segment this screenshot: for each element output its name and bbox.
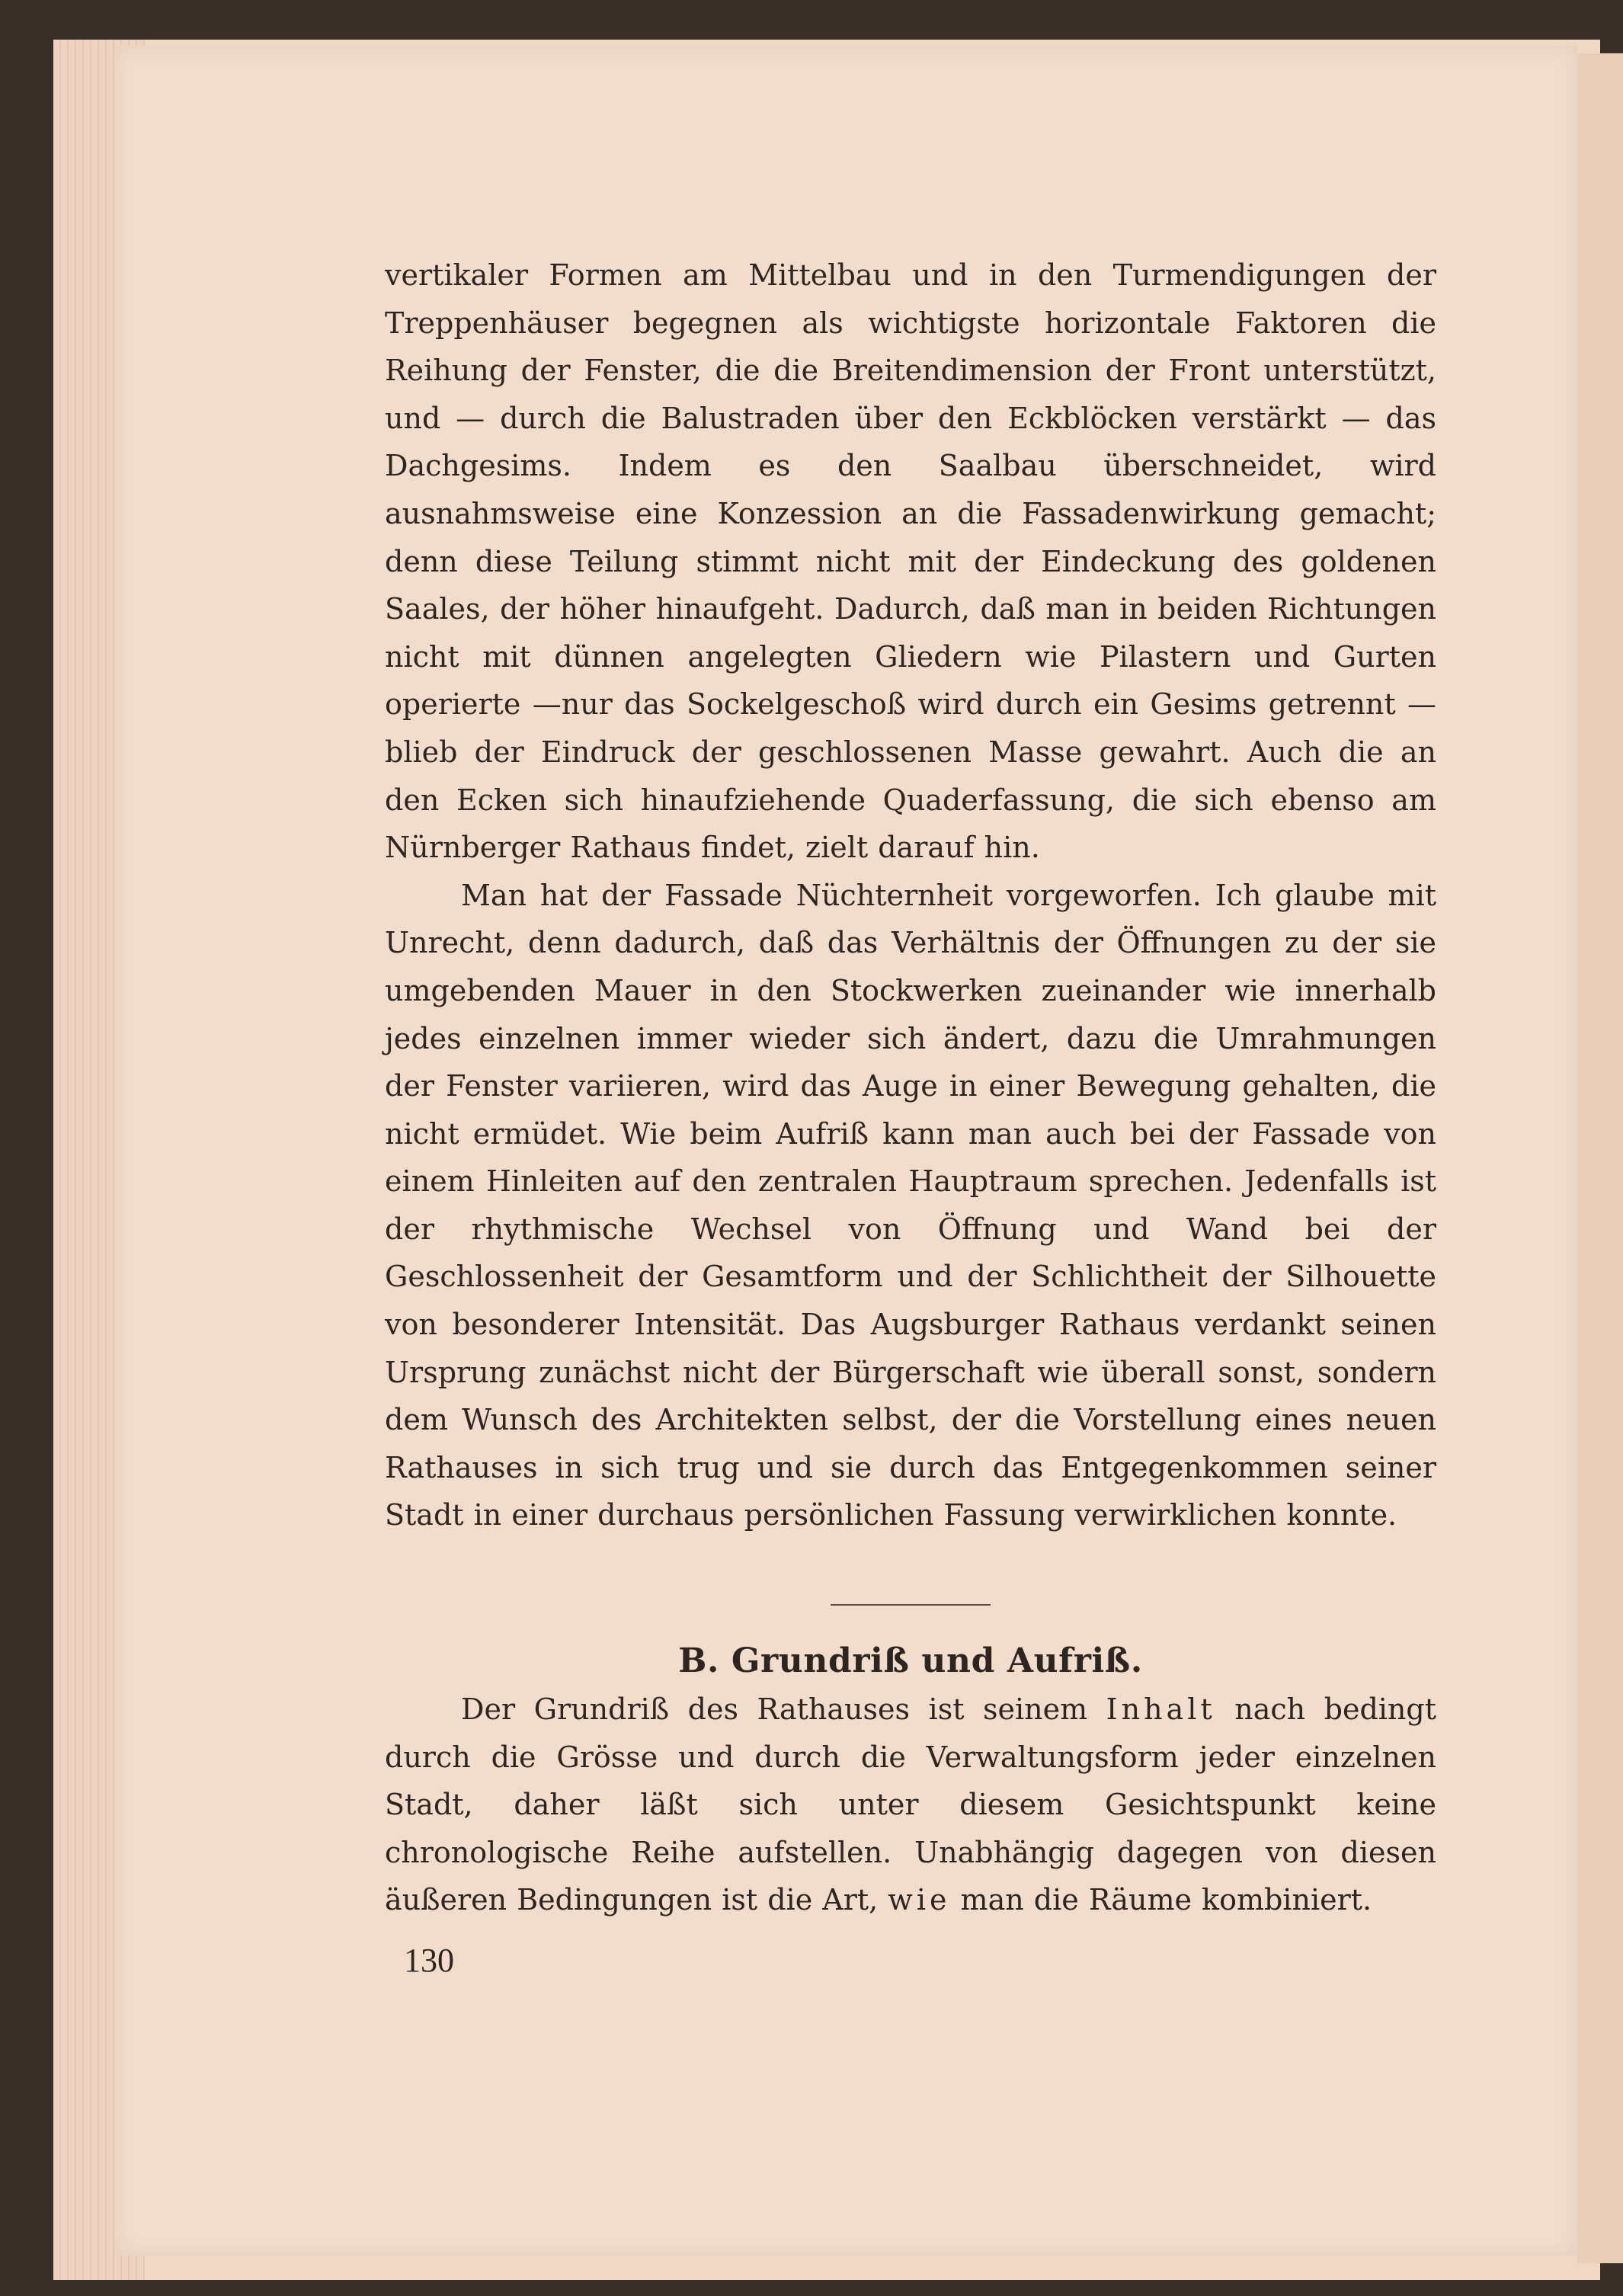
page-number: 130 [404, 1942, 454, 1979]
paragraph-grundriss [385, 1686, 1436, 1924]
paragraph-grundriss-text-3: man die Räume kombiniert. [950, 1883, 1372, 1917]
section-heading: B. Grundriß und Aufriß. [678, 1641, 1143, 1681]
paragraph-continued-facade: vertikaler Formen am Mittelbau und in den Turmendigungen der Treppenhäuser begegnen als wichtigste horizontale Faktoren die Reihung der Fenster, die die Breitendimension der Front unterstützt, und — durch die Balustraden über den Eckblöcken verstärkt — das Dachgesims. Indem es den Saalbau überschneidet, wird ausnahmsweise eine Konzession an die Fassadenwirkung gemacht; denn diese Teilung stimmt nicht mit der Eindeckung des goldenen Saales, der höher hinaufgeht. Dadurch, daß man in beiden Richtungen nicht mit dünnen angelegten Gliedern wie Pilastern und Gurten operierte —nur das Sockelgeschoß wird durch ein Gesims getrennt — blieb der Eindruck der geschlossenen Masse gewahrt. Auch die an den Ecken sich hinaufziehende Quaderfassung, die sich ebenso am Nürnberger Rathaus findet, zielt darauf hin. [385, 258, 1436, 865]
paragraph-facade-assessment: Man hat der Fassade Nüchternheit vorgeworfen. Ich glaube mit Unrecht, denn dadurch, daß das Verhältnis der Öffnungen zu der sie umgebenden Mauer in den Stockwerken zueinander wie innerhalb jedes einzelnen immer wieder sich ändert, dazu die Umrahmungen der Fenster variieren, wird das Auge in einer Bewegung gehalten, die nicht ermüdet. Wie beim Aufriß kann man auch bei der Fassade von einem Hinleiten auf den zentralen Hauptraum sprechen. Jedenfalls ist der rhythmische Wechsel von Öffnung und Wand bei der Geschlossenheit der Gesamtform und der Schlichtheit der Silhouette von besonderer Intensität. Das Augsburger Rathaus verdankt seinen Ursprung zunächst nicht der Bürgerschaft wie überall sonst, sondern dem Wunsch des Architekten selbst, der die Vorstellung eines neuen Rathauses in sich trug und sie durch das Entgegenkommen seiner Stadt in einer durchaus persönlichen Fassung verwirklichen konnte. [385, 878, 1436, 1532]
emphasized-word-wie: wie [888, 1883, 951, 1917]
paragraph-grundriss-text-1: Der Grundriß des Rathauses ist seinem [461, 1692, 1106, 1727]
section-divider [831, 1604, 991, 1606]
emphasized-word-inhalt: Inhalt [1106, 1692, 1216, 1727]
paragraph-grundriss-text-2: nach bedingt durch die Grösse und durch die Verwaltungsform jeder einzelnen Stadt, daher läßt sich unter diesem Gesichtspunkt keine chronologische Reihe aufstellen. Unabhängig dagegen von diesen äußeren Bedingungen ist die Art, [385, 1692, 1437, 1917]
page-text [385, 251, 1436, 2004]
right-page-edge [1577, 53, 1623, 2263]
